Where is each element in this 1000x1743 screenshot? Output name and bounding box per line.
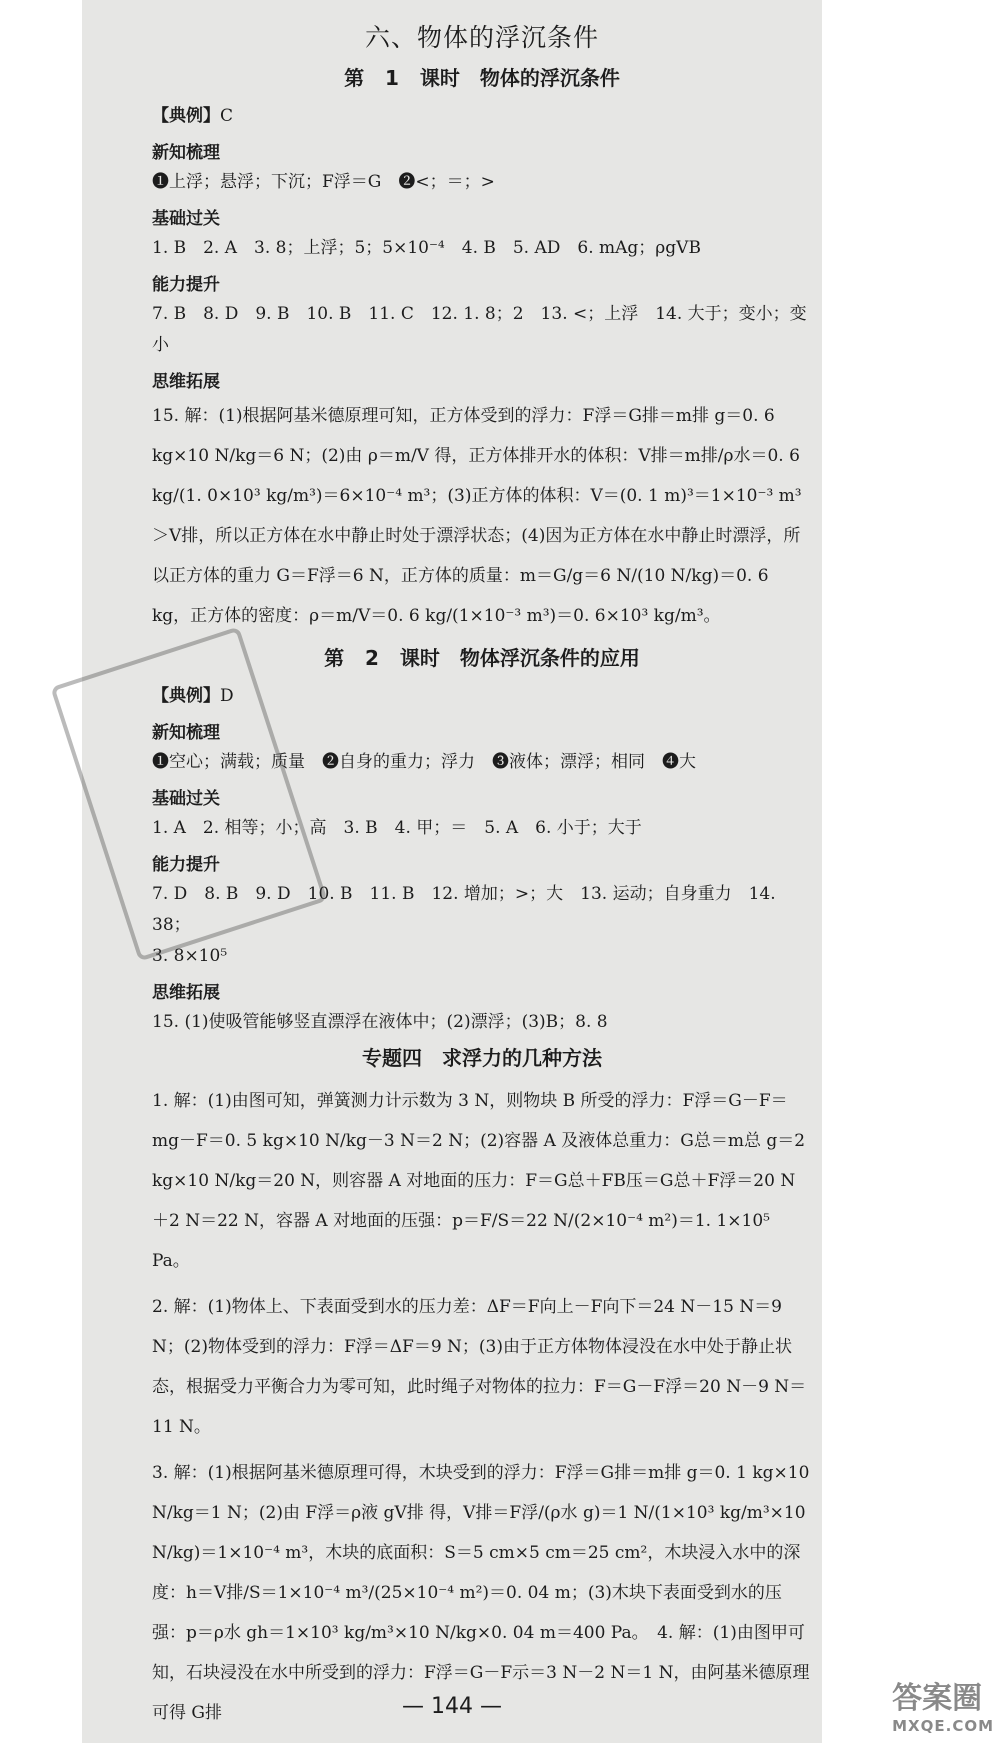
- solution-paragraph: 3. 解：(1)根据阿基米德原理可得，木块受到的浮力：F浮＝G排＝m排 g＝0. 1 kg×10 N/kg＝1 N；(2)由 F浮＝ρ液 gV排 得，V排＝F浮/(ρ水 g)＝1 N/(1×10³ kg/m³×10 N/kg)＝1×10⁻⁴ m³，木块的底面积：S＝5 cm×5 cm＝25 cm²，木块浸入水中的深度：h＝V排/S＝1×10⁻⁴ m³/(25×10⁻⁴ m²)＝0. 04 m；(3)木块下表面受到水的压强：p＝ρ水 gh＝1×10³ kg/m³×10 N/kg×0. 04 m＝400 Pa。 4. 解：(1)由图甲可知，石块浸没在水中所受到的浮力：F浮＝G－F示＝3 N－2 N＝1 N，由阿基米德原理可得 G排: [152, 1463, 810, 1723]
- answer-line: 7. B 8. D 9. B 10. B 11. C 12. 1. 8；2 13. <；上浮 14. 大于；变小；变小: [152, 304, 807, 355]
- section-label: 思维拓展: [152, 983, 220, 1003]
- answer-line: ❶空心；满载；质量 ❷自身的重力；浮力 ❸液体；漂浮；相同 ❹大: [152, 752, 696, 772]
- answer-line: 1. B 2. A 3. 8；上浮；5；5×10⁻⁴ 4. B 5. AD 6. mAg；ρgVB: [152, 238, 701, 258]
- example-answer: C: [220, 106, 234, 126]
- section-label: 基础过关: [152, 789, 220, 809]
- lesson1-example: [152, 101, 812, 132]
- lesson2-example: [152, 681, 812, 712]
- answer-line: 3. 8×10⁵: [152, 946, 228, 966]
- watermark-main: 答案圈: [892, 1681, 983, 1716]
- topic4-title: 专题四 求浮力的几种方法: [362, 1046, 602, 1070]
- example-answer: D: [220, 686, 234, 706]
- answer-line: 1. A 2. 相等；小；高 3. B 4. 甲；＝ 5. A 6. 小于；大于: [152, 818, 642, 838]
- chapter-title: 六、物体的浮沉条件: [364, 23, 599, 52]
- watermark-site: MXQE.COM: [892, 1717, 994, 1735]
- answer-line: 7. D 8. B 9. D 10. B 11. B 12. 增加；>；大 13. 运动；自身重力 14. 38；: [152, 884, 782, 935]
- solution-paragraph: 1. 解：(1)由图可知，弹簧测力计示数为 3 N，则物块 B 所受的浮力：F浮＝G－F＝mg－F＝0. 5 kg×10 N/kg－3 N＝2 N；(2)容器 A 及液体总重力：G总＝m总 g＝2 kg×10 N/kg＝20 N，则容器 A 对地面的压力：F＝G总＋FB压＝G总＋F浮＝20 N＋2 N＝22 N，容器 A 对地面的压强：p＝F/S＝22 N/(2×10⁻⁴ m²)＝1. 1×10⁵ Pa。: [152, 1091, 806, 1271]
- example-label: 【典例】: [152, 686, 220, 706]
- answer-line: ❶上浮；悬浮；下沉；F浮＝G ❷<；＝；>: [152, 172, 495, 192]
- page-number: — 144 —: [402, 1694, 502, 1719]
- section-label: 新知梳理: [152, 143, 220, 163]
- lesson1-title: 第 1 课时 物体的浮沉条件: [344, 66, 620, 90]
- lesson2-title: 第 2 课时 物体浮沉条件的应用: [324, 646, 640, 670]
- section-label: 基础过关: [152, 209, 220, 229]
- book-page: [82, 0, 822, 1743]
- site-watermark: [892, 1673, 994, 1735]
- section-label: 思维拓展: [152, 372, 220, 392]
- section-label: 能力提升: [152, 855, 220, 875]
- answer-line: 15. (1)使吸管能够竖直漂浮在液体中；(2)漂浮；(3)B；8. 8: [152, 1012, 608, 1032]
- example-label: 【典例】: [152, 106, 220, 126]
- page-content: [152, 14, 812, 1739]
- solution-paragraph: 15. 解：(1)根据阿基米德原理可知，正方体受到的浮力：F浮＝G排＝m排 g＝0. 6 kg×10 N/kg＝6 N；(2)由 ρ＝m/V 得，正方体排开水的体积：V排＝m排/ρ水＝0. 6 kg/(1. 0×10³ kg/m³)＝6×10⁻⁴ m³；(3)正方体的体积：V＝(0. 1 m)³＝1×10⁻³ m³＞V排，所以正方体在水中静止时处于漂浮状态；(4)因为正方体在水中静止时漂浮，所以正方体的重力 G＝F浮＝6 N，正方体的质量：m＝G/g＝6 N/(10 N/kg)＝0. 6 kg，正方体的密度：ρ＝m/V＝0. 6 kg/(1×10⁻³ m³)＝0. 6×10³ kg/m³。: [152, 406, 802, 626]
- section-label: 能力提升: [152, 275, 220, 295]
- section-label: 新知梳理: [152, 723, 220, 743]
- solution-paragraph: 2. 解：(1)物体上、下表面受到水的压力差：ΔF＝F向上－F向下＝24 N－15 N＝9 N；(2)物体受到的浮力：F浮＝ΔF＝9 N；(3)由于正方体物体浸没在水中处于静止状态，根据受力平衡合力为零可知，此时绳子对物体的拉力：F＝G－F浮＝20 N－9 N＝11 N。: [152, 1297, 807, 1437]
